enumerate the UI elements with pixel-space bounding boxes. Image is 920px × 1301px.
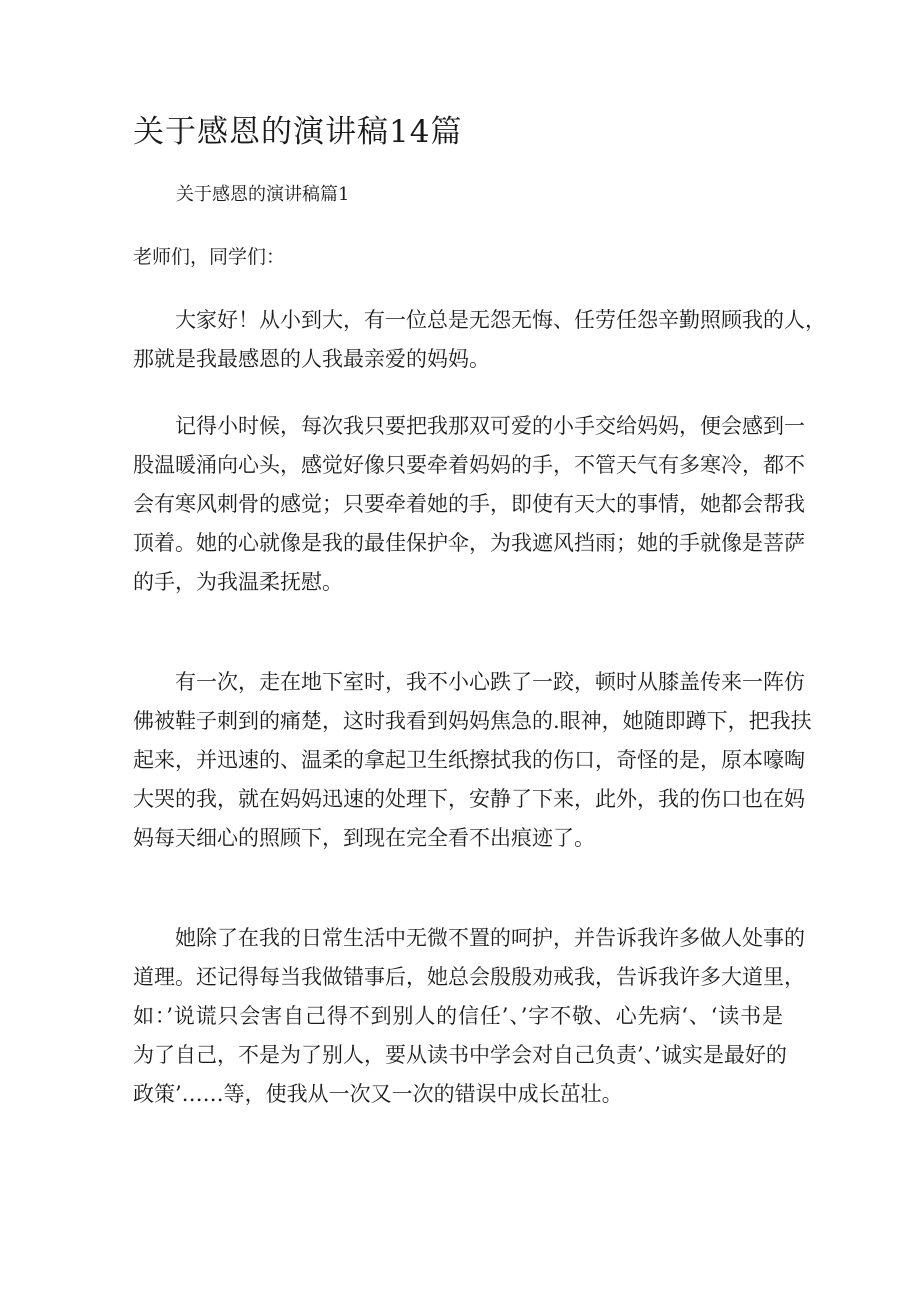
paragraph-line: 起来，并迅速的、温柔的拿起卫生纸擦拭我的伤口，奇怪的是，原本嚎啕 bbox=[133, 748, 805, 772]
paragraph bbox=[133, 407, 805, 602]
paragraph-line: 妈每天细心的照顾下，到现在完全看不出痕迹了。 bbox=[133, 826, 595, 850]
paragraph-line: 政策’……等，使我从一次又一次的错误中成长茁壮。 bbox=[133, 1082, 623, 1106]
paragraph-line: 道理。还记得每当我做错事后，她总会殷殷劝戒我，告诉我许多大道里， bbox=[133, 965, 805, 989]
paragraph bbox=[133, 663, 812, 858]
paragraph-line: 顶着。她的心就像是我的最佳保护伞，为我遮风挡雨；她的手就像是菩萨 bbox=[133, 531, 805, 555]
paragraph-line: 为了自己，不是为了别人，要从读书中学会对自己负责’、’诚实是最好的 bbox=[133, 1043, 787, 1067]
paragraph-line: 如：’说谎只会害自己得不到别人的信任’、’字不敬、心先病‘、‘读书是 bbox=[133, 1004, 783, 1028]
paragraph-line: 佛被鞋子刺到的痛楚，这时我看到妈妈焦急的.眼神，她随即蹲下，把我扶 bbox=[133, 709, 812, 733]
section-heading: 关于感恩的演讲稿篇1 bbox=[176, 184, 350, 205]
paragraph-line: 那就是我最感恩的人我最亲爱的妈妈。 bbox=[133, 347, 490, 371]
paragraph-line: 有一次，走在地下室时，我不小心跌了一跤，顿时从膝盖传来一阵仿 bbox=[175, 670, 805, 694]
salutation: 老师们，同学们： bbox=[133, 246, 286, 268]
paragraph-line: 大家好！从小到大，有一位总是无怨无悔、任劳任怨辛勤照顾我的人， bbox=[175, 308, 826, 332]
paragraph-line: 她除了在我的日常生活中无微不置的呵护，并告诉我许多做人处事的 bbox=[175, 926, 805, 950]
paragraph bbox=[133, 301, 826, 379]
document-title: 关于感恩的演讲稿14篇 bbox=[133, 114, 463, 150]
paragraph-line: 记得小时候，每次我只要把我那双可爱的小手交给妈妈，便会感到一 bbox=[175, 414, 805, 438]
paragraph-line: 大哭的我，就在妈妈迅速的处理下，安静了下来，此外，我的伤口也在妈 bbox=[133, 787, 805, 811]
paragraph-line: 股温暖涌向心头，感觉好像只要牵着妈妈的手，不管天气有多寒冷，都不 bbox=[133, 453, 805, 477]
paragraph-line: 会有寒风刺骨的感觉；只要牵着她的手，即使有天大的事情，她都会帮我 bbox=[133, 492, 805, 516]
paragraph bbox=[133, 919, 805, 1114]
paragraph-line: 的手，为我温柔抚慰。 bbox=[133, 570, 343, 594]
